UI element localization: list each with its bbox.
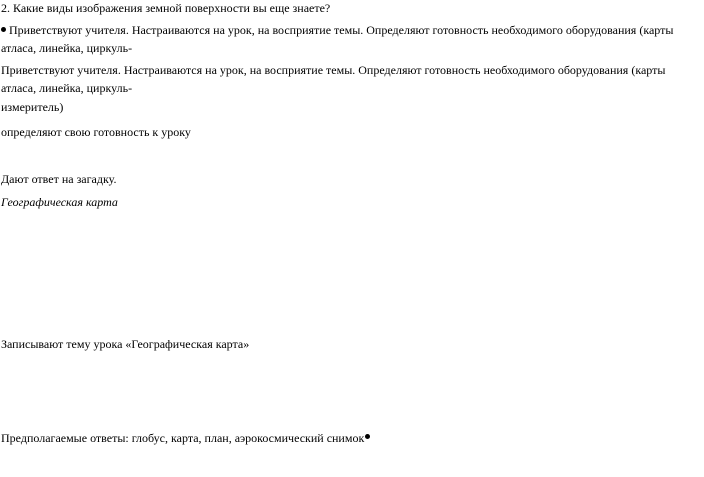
lesson-topic-text: Записывают тему урока «Географическая карта» bbox=[1, 337, 250, 351]
bullet-icon bbox=[365, 434, 370, 439]
readiness-text: определяют свою готовность к уроку bbox=[1, 125, 191, 139]
bullet-icon bbox=[1, 27, 6, 32]
expected-answers-text: Предполагаемые ответы: глобус, карта, план, аэрокосмический снимок bbox=[1, 431, 365, 445]
expected-answers bbox=[1, 431, 370, 445]
greeting-paragraph-continuation: измеритель) bbox=[1, 100, 64, 114]
bullet-paragraph bbox=[1, 21, 703, 57]
greeting-paragraph: Приветствуют учителя. Настраиваются на урок, на восприятие темы. Определяют готовность необходимого оборудования (карты атласа, линейка, циркуль- bbox=[1, 63, 666, 95]
question-text: 2. Какие виды изображения земной поверхности вы еще знаете? bbox=[1, 1, 331, 15]
riddle-answer: Географическая карта bbox=[1, 195, 118, 209]
bullet-paragraph-text: Приветствуют учителя. Настраиваются на урок, на восприятие темы. Определяют готовность необходимого оборудования (карты атласа, линейка, циркуль- bbox=[1, 23, 674, 55]
riddle-text: Дают ответ на загадку. bbox=[1, 172, 117, 186]
